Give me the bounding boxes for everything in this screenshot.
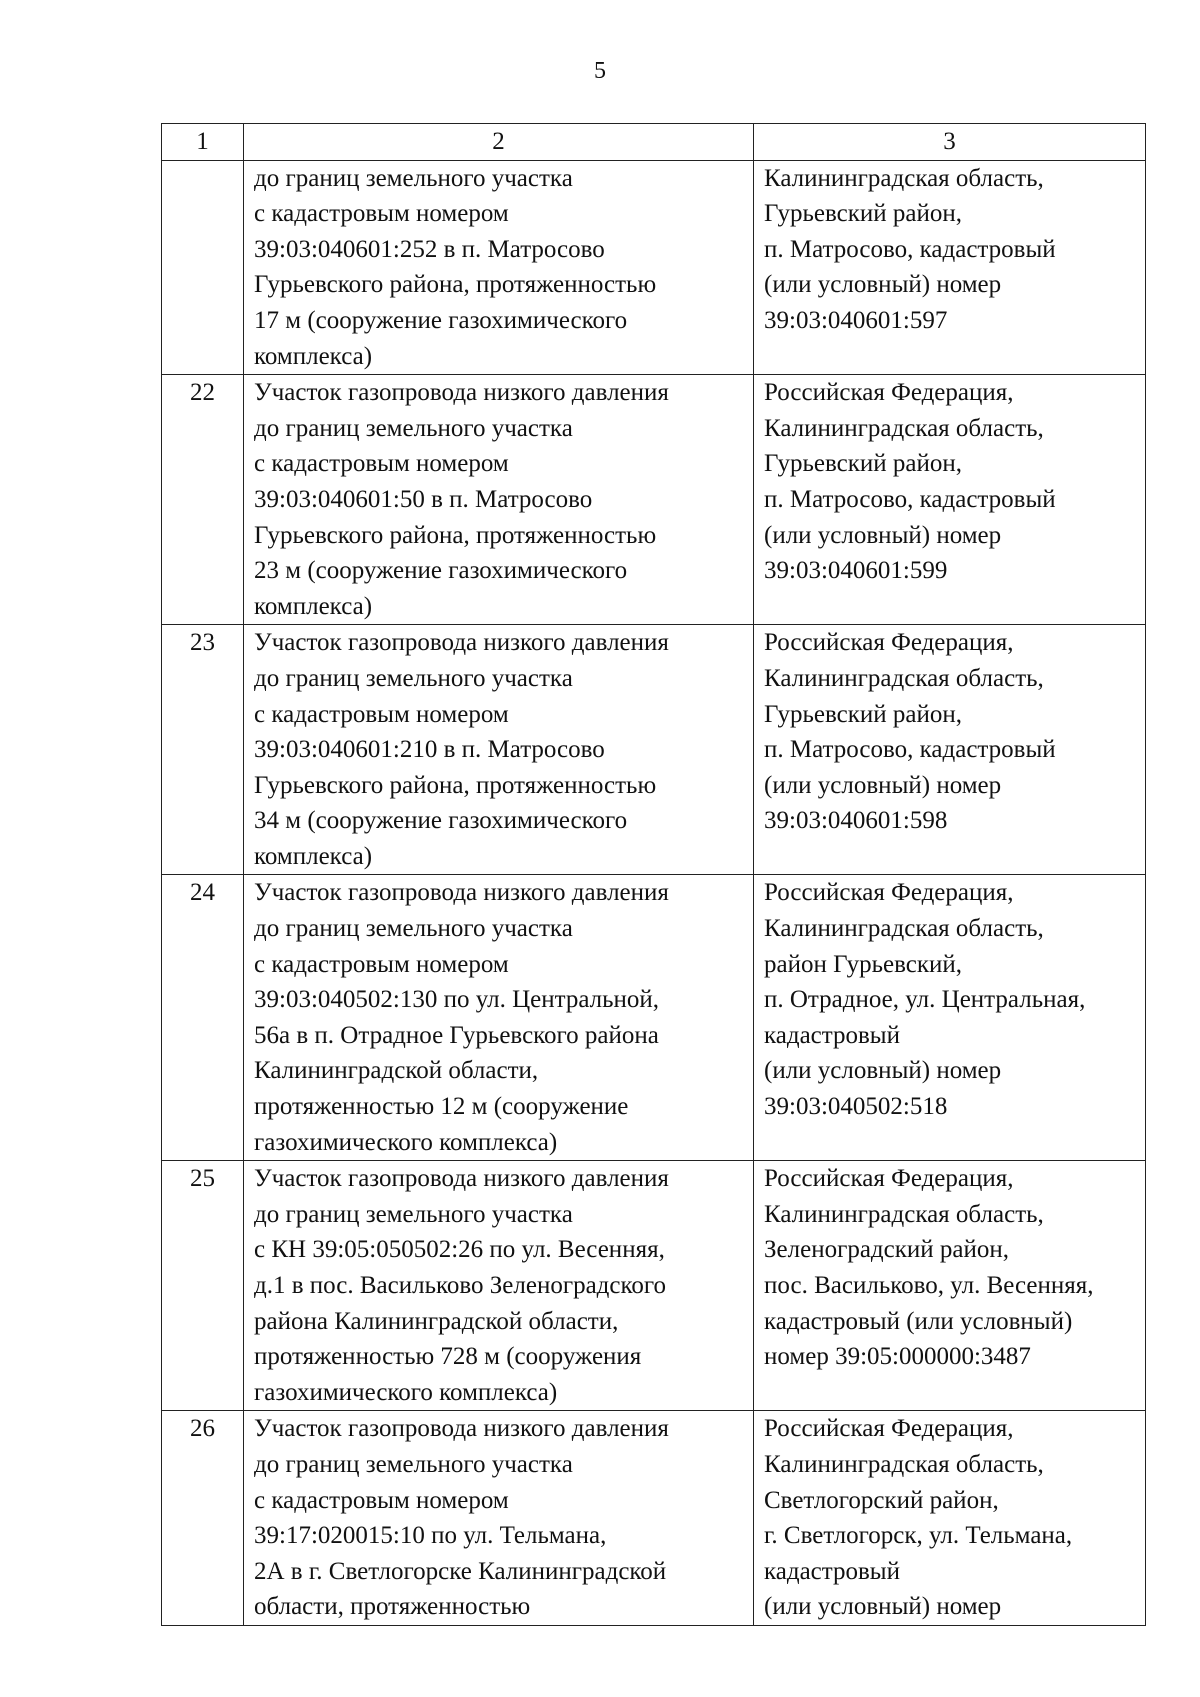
description-line: с КН 39:05:050502:26 по ул. Весенняя,: [254, 1236, 665, 1264]
object-description: [244, 160, 754, 375]
row-number: 25: [162, 1161, 244, 1411]
location-line: кадастровый: [764, 1021, 900, 1049]
object-description: [244, 1161, 754, 1411]
description-line: протяженностью 12 м (сооружение: [254, 1093, 629, 1121]
location-line: (или условный) номер: [764, 1057, 1002, 1085]
description-line: 39:03:040601:252 в п. Матросово: [254, 235, 605, 263]
location-line: Российская Федерация,: [764, 879, 1014, 907]
description-line: 56а в п. Отрадное Гурьевского района: [254, 1021, 659, 1049]
row-number: [162, 160, 244, 375]
table-row: [162, 1161, 1146, 1411]
row-number: 26: [162, 1411, 244, 1626]
location-line: п. Матросово, кадастровый: [764, 736, 1056, 764]
object-location: [754, 1161, 1146, 1411]
description-line: с кадастровым номером: [254, 700, 509, 728]
table-body: [162, 160, 1146, 1625]
description-line: 23 м (сооружение газохимического: [254, 557, 628, 585]
location-line: Российская Федерация,: [764, 1415, 1014, 1443]
table-row: [162, 875, 1146, 1161]
description-line: 39:03:040601:50 в п. Матросово: [254, 485, 593, 513]
description-line: комплекса): [254, 342, 373, 370]
description-line: 2А в г. Светлогорске Калининградской: [254, 1557, 667, 1585]
row-number: 23: [162, 625, 244, 875]
description-line: до границ земельного участка: [254, 1200, 573, 1228]
description-line: Калининградской области,: [254, 1057, 539, 1085]
column-header-3: 3: [754, 124, 1146, 161]
description-line: 39:03:040502:130 по ул. Центральной,: [254, 986, 660, 1014]
location-line: 39:03:040601:598: [764, 807, 948, 835]
description-line: 34 м (сооружение газохимического: [254, 807, 628, 835]
location-line: Российская Федерация,: [764, 1165, 1014, 1193]
location-line: Гурьевский район,: [764, 450, 963, 478]
table-header-row: [162, 124, 1146, 161]
description-line: до границ земельного участка: [254, 164, 573, 192]
description-line: Участок газопровода низкого давления: [254, 1415, 669, 1443]
object-description: [244, 375, 754, 625]
location-line: Калининградская область,: [764, 664, 1044, 692]
description-line: протяженностью 728 м (сооружения: [254, 1343, 642, 1371]
description-line: Гурьевского района, протяженностью: [254, 521, 657, 549]
description-line: комплекса): [254, 842, 373, 870]
description-line: до границ земельного участка: [254, 1450, 573, 1478]
object-description: [244, 625, 754, 875]
object-description: [244, 875, 754, 1161]
description-line: области, протяженностью: [254, 1593, 531, 1621]
location-line: 39:03:040502:518: [764, 1093, 948, 1121]
location-line: г. Светлогорск, ул. Тельмана,: [764, 1522, 1073, 1550]
object-location: [754, 160, 1146, 375]
location-line: номер 39:05:000000:3487: [764, 1343, 1031, 1371]
description-line: с кадастровым номером: [254, 950, 509, 978]
description-line: газохимического комплекса): [254, 1128, 558, 1156]
location-line: Калининградская область,: [764, 915, 1044, 943]
description-line: до границ земельного участка: [254, 915, 573, 943]
description-line: с кадастровым номером: [254, 200, 509, 228]
location-line: Гурьевский район,: [764, 200, 963, 228]
description-line: 17 м (сооружение газохимического: [254, 306, 628, 334]
description-line: Участок газопровода низкого давления: [254, 879, 669, 907]
description-line: 39:17:020015:10 по ул. Тельмана,: [254, 1522, 607, 1550]
page-number: 5: [594, 58, 606, 84]
location-line: Светлогорский район,: [764, 1486, 999, 1514]
object-location: [754, 1411, 1146, 1626]
description-line: района Калининградской области,: [254, 1307, 619, 1335]
location-line: кадастровый (или условный): [764, 1307, 1073, 1335]
location-line: п. Матросово, кадастровый: [764, 235, 1056, 263]
object-location: [754, 375, 1146, 625]
column-header-1: 1: [162, 124, 244, 161]
row-number: 22: [162, 375, 244, 625]
location-line: Зеленоградский район,: [764, 1236, 1009, 1264]
description-line: Участок газопровода низкого давления: [254, 629, 669, 657]
description-line: с кадастровым номером: [254, 450, 509, 478]
table-row: [162, 1411, 1146, 1626]
location-line: район Гурьевский,: [764, 950, 963, 978]
location-line: (или условный) номер: [764, 1593, 1002, 1621]
location-line: Российская Федерация,: [764, 379, 1014, 407]
location-line: Российская Федерация,: [764, 629, 1014, 657]
document-table: [161, 123, 1146, 1626]
description-line: Гурьевского района, протяженностью: [254, 271, 657, 299]
location-line: п. Матросово, кадастровый: [764, 485, 1056, 513]
location-line: Гурьевский район,: [764, 700, 963, 728]
description-line: 39:03:040601:210 в п. Матросово: [254, 736, 605, 764]
table-row: [162, 160, 1146, 375]
table-row: [162, 375, 1146, 625]
description-line: с кадастровым номером: [254, 1486, 509, 1514]
location-line: (или условный) номер: [764, 771, 1002, 799]
location-line: 39:03:040601:597: [764, 306, 948, 334]
location-line: Калининградская область,: [764, 414, 1044, 442]
description-line: Участок газопровода низкого давления: [254, 1165, 669, 1193]
location-line: 39:03:040601:599: [764, 557, 948, 585]
location-line: Калининградская область,: [764, 1200, 1044, 1228]
description-line: до границ земельного участка: [254, 414, 573, 442]
object-location: [754, 875, 1146, 1161]
description-line: комплекса): [254, 592, 373, 620]
object-location: [754, 625, 1146, 875]
location-line: (или условный) номер: [764, 271, 1002, 299]
object-description: [244, 1411, 754, 1626]
location-line: п. Отрадное, ул. Центральная,: [764, 986, 1086, 1014]
table-row: [162, 625, 1146, 875]
location-line: Калининградская область,: [764, 1450, 1044, 1478]
row-number: 24: [162, 875, 244, 1161]
description-line: Участок газопровода низкого давления: [254, 379, 669, 407]
location-line: (или условный) номер: [764, 521, 1002, 549]
description-line: Гурьевского района, протяженностью: [254, 771, 657, 799]
location-line: пос. Васильково, ул. Весенняя,: [764, 1272, 1094, 1299]
description-line: д.1 в пос. Васильково Зеленоградского: [254, 1272, 666, 1299]
description-line: до границ земельного участка: [254, 664, 573, 692]
column-header-2: 2: [244, 124, 754, 161]
location-line: кадастровый: [764, 1557, 900, 1585]
location-line: Калининградская область,: [764, 164, 1044, 192]
description-line: газохимического комплекса): [254, 1378, 558, 1406]
